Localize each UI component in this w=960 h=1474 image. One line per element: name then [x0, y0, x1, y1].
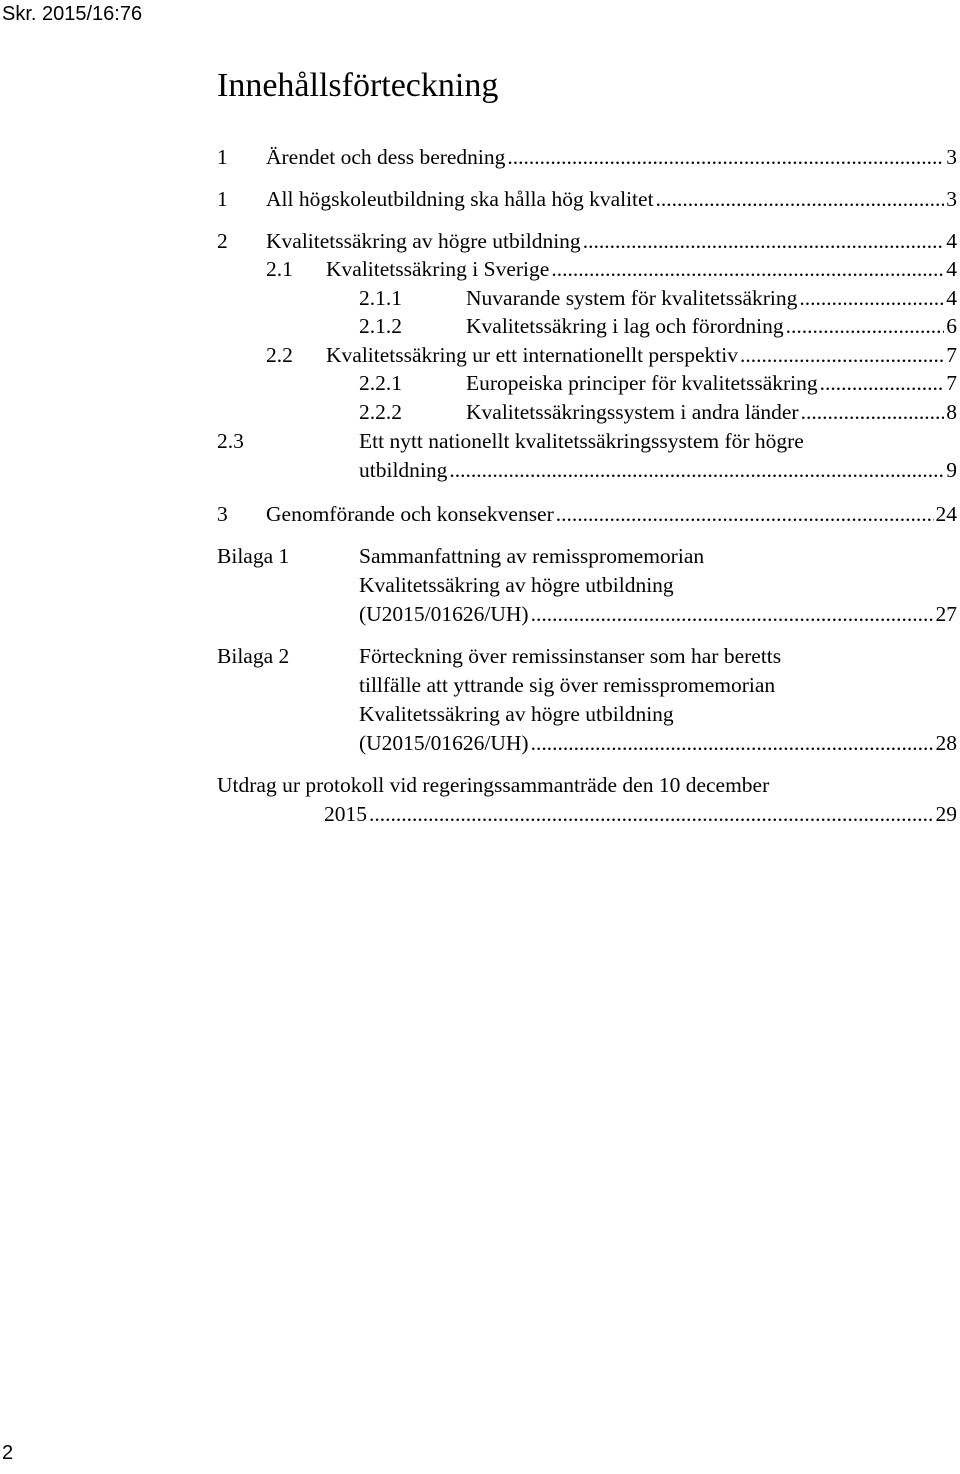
- toc-entry-text: All högskoleutbildning ska hålla hög kvalitet: [266, 187, 654, 211]
- toc-entry[interactable]: [217, 143, 957, 172]
- dot-leader: [449, 456, 944, 485]
- toc-entry[interactable]: [266, 341, 957, 370]
- toc-entry-text: Kvalitetssäkringssystem i andra länder: [466, 400, 799, 424]
- page-title: Innehållsförteckning: [217, 67, 499, 104]
- toc-entry[interactable]: [217, 227, 957, 256]
- toc-entry-page: 9: [946, 458, 957, 482]
- toc-entry-number: 1: [217, 145, 228, 169]
- dot-leader: [583, 227, 945, 256]
- toc-entry-number: 2.2.2: [359, 400, 402, 424]
- page-number: 2: [2, 1442, 14, 1464]
- toc-entry-page: 4: [946, 257, 957, 281]
- toc-entry-text: (U2015/01626/UH): [359, 731, 529, 755]
- toc-entry-number: 2: [217, 229, 228, 253]
- toc-entry-number: Bilaga 1: [217, 544, 290, 568]
- dot-leader: [799, 284, 944, 313]
- toc-entry-number: Bilaga 2: [217, 644, 290, 668]
- toc-entry-page: 3: [946, 145, 957, 169]
- document-identifier: Skr. 2015/16:76: [2, 3, 143, 25]
- toc-entry-page: 29: [935, 802, 957, 826]
- toc-entry-text: Kvalitetssäkring av högre utbildning: [359, 702, 674, 726]
- toc-entry[interactable]: [359, 398, 957, 427]
- toc-entry-page: 27: [935, 602, 957, 626]
- toc-entry-appendix[interactable]: [217, 642, 957, 758]
- toc-entry-page: 28: [935, 731, 957, 755]
- toc-entry-text: Kvalitetssäkring av högre utbildning: [359, 573, 674, 597]
- dot-leader: [740, 341, 944, 370]
- toc-entry[interactable]: [359, 369, 957, 398]
- toc-entry-text: Sammanfattning av remisspromemorian: [359, 544, 705, 568]
- toc-entry-text: Ett nytt nationellt kvalitetssäkringssystem för högre: [359, 429, 804, 453]
- toc-entry[interactable]: [217, 185, 957, 214]
- toc-entry-number: 2.1.2: [359, 314, 402, 338]
- toc-entry-text: Utdrag ur protokoll vid regeringssammanträde den 10 december: [217, 773, 770, 797]
- toc-entry-number: 2.1.1: [359, 286, 402, 310]
- toc-entry[interactable]: [217, 427, 957, 485]
- toc-entry[interactable]: [359, 312, 957, 341]
- toc-entry-page: 3: [946, 187, 957, 211]
- toc-entry-text: utbildning: [359, 458, 448, 482]
- dot-leader: [551, 255, 944, 284]
- toc-entry[interactable]: [359, 284, 957, 313]
- toc-entry-number: 3: [217, 502, 228, 526]
- toc-entry-appendix[interactable]: [217, 542, 957, 629]
- toc-entry-text: Kvalitetssäkring i lag och förordning: [466, 314, 784, 338]
- dot-leader: [531, 600, 934, 629]
- toc-entry-page: 4: [946, 286, 957, 310]
- toc-entry-text: Förteckning över remissinstanser som har beretts: [359, 644, 782, 668]
- dot-leader: [507, 143, 944, 172]
- toc-entry-text: (U2015/01626/UH): [359, 602, 529, 626]
- toc-entry-text: Europeiska principer för kvalitetssäkring: [466, 371, 818, 395]
- toc-entry-page: 6: [946, 314, 957, 338]
- toc-entry-number: 2.2.1: [359, 371, 402, 395]
- toc-entry-page: 8: [946, 400, 957, 424]
- dot-leader: [369, 800, 934, 829]
- toc-entry-text: 2015: [324, 802, 367, 826]
- toc-entry-text: Genomförande och konsekvenser: [266, 502, 554, 526]
- toc-entry-page: 7: [946, 371, 957, 395]
- toc-entry-protocol[interactable]: [217, 771, 957, 829]
- toc-entry-number: 2.3: [217, 429, 244, 453]
- toc-entry[interactable]: [217, 500, 957, 529]
- toc-entry-number: 2.2: [266, 343, 293, 367]
- dot-leader: [531, 729, 934, 758]
- dot-leader: [820, 369, 945, 398]
- toc-entry[interactable]: [266, 255, 957, 284]
- dot-leader: [656, 185, 945, 214]
- toc-entry-text: Nuvarande system för kvalitetssäkring: [466, 286, 798, 310]
- dot-leader: [786, 312, 945, 341]
- dot-leader: [801, 398, 945, 427]
- toc-entry-page: 7: [946, 343, 957, 367]
- toc-entry-page: 24: [935, 502, 957, 526]
- toc-entry-page: 4: [946, 229, 957, 253]
- toc-entry-text: tillfälle att yttrande sig över remisspromemorian: [359, 673, 776, 697]
- toc-entry-text: Kvalitetssäkring i Sverige: [326, 257, 550, 281]
- toc-entry-text: Kvalitetssäkring ur ett internationellt perspektiv: [326, 343, 738, 367]
- toc-entry-number: 1: [217, 187, 228, 211]
- toc-entry-number: 2.1: [266, 257, 293, 281]
- toc-entry-text: Ärendet och dess beredning: [266, 145, 506, 169]
- dot-leader: [556, 500, 934, 529]
- toc-entry-text: Kvalitetssäkring av högre utbildning: [266, 229, 581, 253]
